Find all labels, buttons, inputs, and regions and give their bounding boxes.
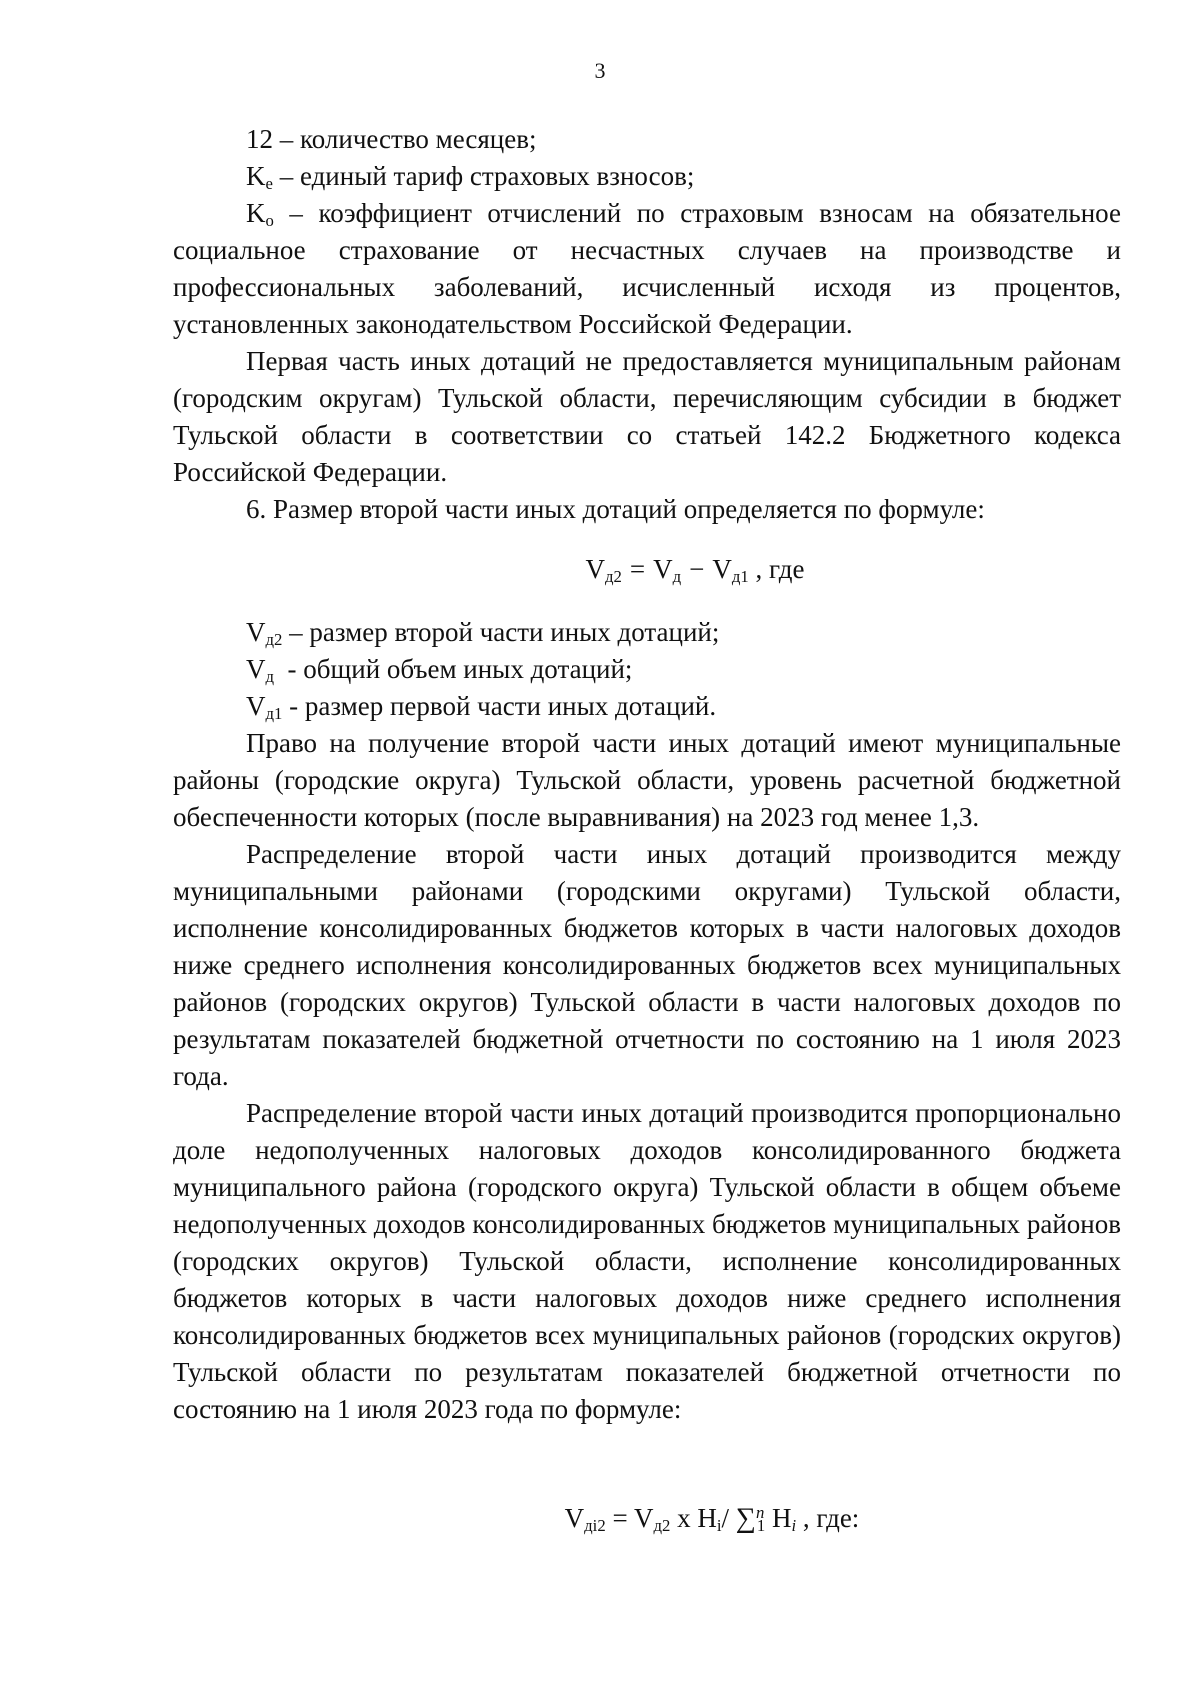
- formula-second-part: $V_{д2} = V_д - V_{д1}$ , где: [585, 554, 805, 587]
- paragraph-right-to-receive: Право на получение второй части иных дотаций имеют муниципальные районы (городские округа) Тульской области, уровень расчетной бюджетной обеспеченности которых (после выравнивания) на 2023 год менее 1,3.: [173, 728, 1121, 832]
- paragraph-six: 6. Размер второй части иных дотаций определяется по формуле:: [246, 494, 985, 524]
- document-body: [173, 121, 1121, 1537]
- definition-vd2: $V_{д2}$ – размер второй части иных дотаций;: [246, 617, 720, 650]
- paragraph-distribution-2: Распределение второй части иных дотаций производится пропорционально доле недополученных налоговых доходов консолидированного бюджета муниципального района (городского округа) Тульской области в общем объеме недополученных доходов консолидированных бюджетов муниципальных районов (городских округов) Тульской области, исполнение консолидированных бюджетов которых в части налоговых доходов ниже среднего исполнения консолидированных бюджетов всех муниципальных районов (городских округов) Тульской области по результатам показателей бюджетной отчетности по состоянию на 1 июля 2023 года по формуле:: [173, 1098, 1121, 1424]
- item-12-months: 12 – количество месяцев;: [246, 124, 537, 154]
- sum-symbol: ∑: [735, 1503, 756, 1534]
- paragraph-first-part: Первая часть иных дотаций не предоставляется муниципальным районам (городским округам) Тульской области, перечисляющим субсидии в бюджет Тульской области в соответствии со статьей 142.2 Бюджетного кодекса Российской Федерации.: [173, 346, 1121, 487]
- definition-vd1: $V_{д1}$ - размер первой части иных дотаций.: [246, 691, 717, 724]
- definition-vd: $V_д$ - общий объем иных дотаций;: [246, 654, 633, 687]
- item-ko: $K_о$ – коэффициент отчислений по страховым взносам на обязательное социальное страхование от несчастных случаев на производстве и профессиональных заболеваний, исчисленный исходя из процентов, установленных законодательством Российской Федерации.: [173, 198, 1121, 339]
- page-number: 3: [594, 58, 606, 83]
- formula-distribution: $V_{дi2} = V_{д2}$ x $H_i/$ ∑$^n_1$ $H_i$ , где:: [564, 1502, 860, 1536]
- paragraph-distribution-1: Распределение второй части иных дотаций производится между муниципальными районами (городскими округами) Тульской области, исполнение консолидированных бюджетов которых в части налоговых доходов ниже среднего исполнения консолидированных бюджетов всех муниципальных районов (городских округов) Тульской области в части налоговых доходов по результатам показателей бюджетной отчетности по состоянию на 1 июля 2023 года.: [173, 839, 1121, 1091]
- item-ke: $K_е$ – единый тариф страховых взносов;: [246, 161, 695, 194]
